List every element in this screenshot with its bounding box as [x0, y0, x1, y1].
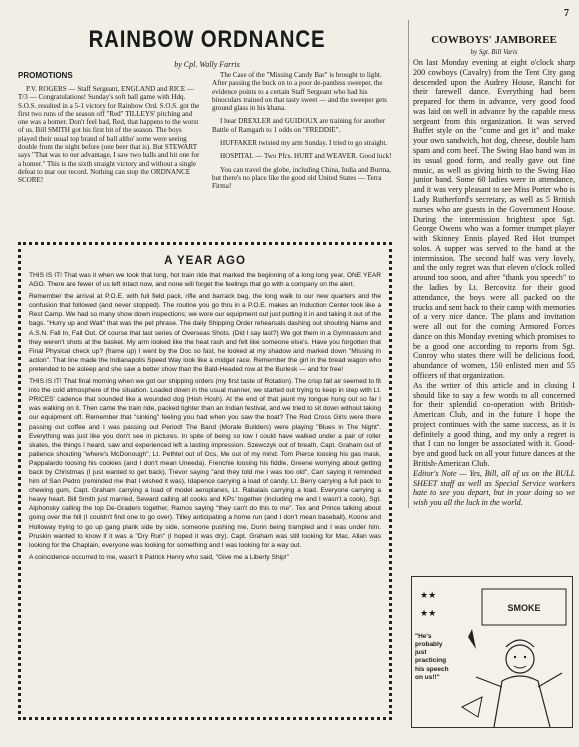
year-ago-box — [18, 242, 392, 720]
rainbow-byline: by Cpl. Wally Farris — [174, 60, 240, 69]
year-ago-title: A YEAR AGO — [164, 255, 246, 267]
cowboys-paragraph: As the writer of this article and in closing I should like to say a few words to all concerned for their splendid co-operation with British-American Club, and in the future I hope the project continues with the same success, as it is definitely a good thing, and my only a regret is that I can no longer be associated with it. Good-bye and good luck on all your future dances at the British-American Club. — [413, 380, 575, 469]
rainbow-paragraph: HUFFAKER twisted my arm Sunday. I tried to go straight. — [220, 139, 388, 148]
promotions-heading: PROMOTIONS — [18, 71, 73, 80]
rainbow-column-1 — [18, 71, 202, 196]
rainbow-title: RAINBOW ORDNANCE — [88, 26, 326, 53]
editors-note: Editor's Note — Yes, Bill, all of us on the BULL SHEET staff as well as Special Service workers hate to see you depart, but in your doing so we wish you all the luck in the world. — [413, 468, 575, 508]
cowboys-byline: by Sgt. Bill Varis — [470, 48, 518, 56]
cowboys-title: COWBOYS' JAMBOREE — [431, 34, 557, 46]
rainbow-paragraph: HOSPITAL — Two Pfcs. HURT and WEAVER. Good luck! — [220, 152, 392, 161]
cartoon-panel — [411, 576, 573, 728]
year-ago-paragraph: THIS IS IT! That final morning when we got our shipping orders (my first taste of Rotation). The crisp fall air seemed to fit into the cold atmosphere of the situation. Loaded down in the usual manner, we started out trying to keep in step with Lt. PRICES' cadence that sounded like a wounded dog (Hish Hosh). At the end of that jaunt my tongue hung out so far I was walking on it. Then came the train ride, packed tighter than an Indian festival, and we tried to sit down without taking our equipment off. Remember that "sinking" feeling you had when you saw the boat? The Red Cross Girls were there passing out coffee and I was passing out Period! The Band (Morale Builders) were playing "Blues in The Night". Everything was just like you don't see in pictures. In spite of being so low I could have walked under a pair of roller skates, the things I heard, saw and experienced left a lasting impression. Szewczyk out of breath, Capt. Graham out of patience shouting "where's McDonough", Lt. Pethtel out of Ocs, Me out of my mind. Tom Pierce loosing his gas mask, Pappalardo loosing his cookies (and I don't mean Uneeda). Frenchie loosing his fiddle, Greene worrying about getting back by Christmas (I just wanted to get back), Trevor saying "and they told me I was too old", Carr saying it reminded him of San Pedro (reminded me that I wished it was), Idapence carrying a load of candy, Lt. Berry carrying a full pack to chewing gum, Capt. Graham carrying a load of model aeroplanes, Lt. Rabalais carrying a load. Everyone carrying a heavy heart. Bill Smith just married, Seward calling all cooks and KPs' together (including me and I wasn't a cook), Sgt. Alphonsky calling the top De-Graders together, Ramos saying "they can't do this to me". Tex and Prince talking about going over the hill (I couldn't find one to go over). Tilley anticipating a home run (and I don't mean baseball), Koone and Holloway trying to go up gang plank side by side, someone pushing me, Dunn being trampled and I was under him. Pruskin wanted to know if it was a "Dry Run" (I hoped it was dry). Capt. Graham was still looking for Mac. Allan was looking for the Chaplain, everyone was looking for something and I was looking for a way out. — [29, 378, 381, 549]
cartoon-caption: "He's probably just practicing his speech on us!!" — [415, 633, 449, 681]
cowboys-paragraph: On last Monday evening at eight o'clock sharp 200 cowboys (Cavalry) from the Tent City gang descended upon the Audrey House, Ranchi for their farewell dance. Everything had been prepared for them in advance, very good food was laid on well in advance by the capable mess sergeant from this organization. It was served Buffet style on the "come and get it" and make your own sandwich, hot dog, cheese, double ham spam and corn beef. The Swing Hao band was in its usual good form, and really gave out fine music, as well as giving birth to the Swing Hao junior band. Some 60 ladies were in attendance, and it was very pleasant to see Miss Porter who is Lady Rutherford's secretary, as well as 5 British nurses who are guests in the Government House. During the intermission brightest spot Sgt. George Owens who was a former trumpet player with Skinney Ennis played Red Hot trumpet solos. A supper was served to the band at the intermission. The second half was very lovely, and the only regret was that eleven o'clock rolled around too soon, and after "thank you speech" to the ladies by Lt. Bercovitz for their good attendance, the boys were all packed on the trucks and sent back to their camp with memories of a very nice dance. The plans and invitation were all out for the coming Armored Forces dance on this Monday evening which promises to be a good one according to reports from Sgt. Conroy who states there will be delicious food, abundance of women, 150 enlisted men and 55 officers of that organization. — [413, 58, 575, 380]
cowboys-jamboree-article — [408, 20, 575, 508]
rainbow-paragraph: P.V. ROGERS — Staff Sergeant, ENGLAND and RICE — T/3 — Congratulations! Sunday's soft ball game with Hdq. S.O.S. resulted in a 5-1 victory for Rainbow Ord. S.O.S. got the first two runs of the season off "Red" TILLEYS' pitching and one was a homer. Don't feel bad, Red, that happens to the worst of us. Bill SMITH got his first hit of the season. The boys played their usual top brand of ball altho' some were seeing double from the night before (one beer that is). But STEWART says "That was to our advantage, I saw two balls and hit one for a homer." This is the sixth straight victory and without a single defeat to mar our record. Nothing can stop the ORDNANCE SCORE! — [18, 85, 200, 185]
page-number: 7 — [564, 8, 569, 19]
rainbow-paragraph: I hear DREXLER and GUIDOUX are training for another Battle of Ramgarh to 1 odds on "FREDDIE". — [212, 117, 386, 134]
rainbow-paragraph: The Case of the "Missing Candy Bar" is brought to light. After passing the buck on to a poor de-pantless sweeper, the evidence points to a certain Staff Sergeant who had his binoculars trained on that tasty sweet — and the sweeper gets ground glass in his khana. — [212, 71, 387, 113]
rainbow-columns — [18, 71, 396, 196]
rainbow-paragraph: You can travel the globe, including China, India and Burma, but there's no place like the good old United States — Terra Firma! — [212, 165, 392, 191]
year-ago-paragraph: A coincidence occurred to me, wasn't it Patrick Henry who said, "Give me a Liberty Ship!" — [29, 553, 289, 561]
year-ago-paragraph: Remember the arrival at P.O.E. with full field pack, rifle and barrack bag, the long walk to our new quarters and the confusion that followed (and never stopped). The routine you go thru in a P.O.E. makes an Induction Center look like a Rest Camp. We had so many show down inspections; we wore our equipment out just putting it in and taking it out of the bags. "Hurry up and Wait" that was the pet phrase. The daily Shipping Order rehearsals dashing out shouting Name and A.S.N. Fall In, Fall Out. Of course that last series of Overseas Shots. (Did I say last?) We got them in a Gymnasium and they weren't shots at the basket. My arm looked like the heat rash and felt like someone else's. Have you forgotten that Final Physical check up? (frame up) I went by the Doc so fast, he looked at my shadow and marked down "Missing in action". That line made the Indianapolis Speed Way look like a midget race. Remember the girl in the bread wagon who pretended to be asleep and she saw a better show than the Bald-Headed row at the Burlesk — and for free! — [29, 293, 381, 373]
star-icon: ★★ — [420, 609, 437, 619]
svg-text:SMOKE: SMOKE — [507, 603, 541, 613]
year-ago-paragraph: THIS IS IT! That was it when we took that long, hot train ride that marked the beginning of a long long year, ONE YEAR AGO. There are fewer of us left intact now, and none will forget the feelings that go with a company on the alert. — [29, 272, 381, 289]
rainbow-ordnance-article — [18, 20, 396, 196]
rainbow-column-2 — [212, 71, 396, 196]
star-icon: ★★ — [420, 591, 437, 601]
